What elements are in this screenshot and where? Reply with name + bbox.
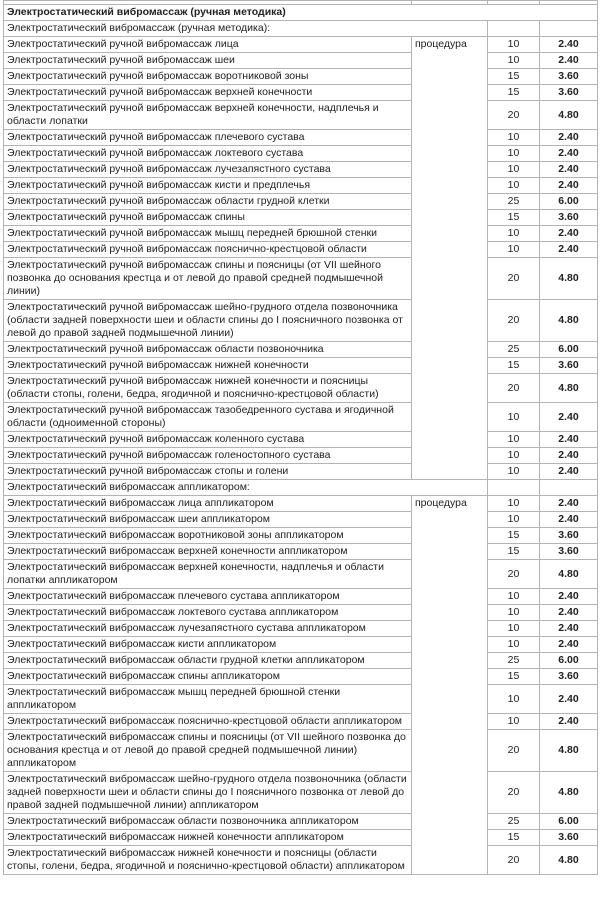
service-name: Электростатический вибромассаж спины аппликатором	[4, 669, 412, 685]
price-value: 6.00	[540, 814, 598, 830]
duration-minutes: 10	[488, 464, 540, 480]
table-row	[4, 300, 598, 342]
service-name: Электростатический вибромассаж пояснично-крестцовой области аппликатором	[4, 714, 412, 730]
table-row	[4, 544, 598, 560]
unit-cell	[412, 846, 488, 875]
duration-minutes: 10	[488, 53, 540, 69]
price-value: 2.40	[540, 130, 598, 146]
group-applicator-subtitle: Электростатический вибромассаж аппликатором:	[4, 480, 412, 496]
service-name: Электростатический вибромассаж локтевого сустава аппликатором	[4, 605, 412, 621]
price-table-body	[4, 1, 598, 875]
service-name: Электростатический ручной вибромассаж воротниковой зоны	[4, 69, 412, 85]
unit-cell	[412, 162, 488, 178]
price-value: 2.40	[540, 37, 598, 53]
price-value: 3.60	[540, 669, 598, 685]
table-row	[4, 560, 598, 589]
price-value: 2.40	[540, 162, 598, 178]
duration-minutes: 20	[488, 772, 540, 814]
unit-cell	[412, 69, 488, 85]
price-value: 3.60	[540, 210, 598, 226]
unit-cell	[412, 589, 488, 605]
unit-cell	[412, 685, 488, 714]
duration-minutes: 10	[488, 178, 540, 194]
table-row	[4, 342, 598, 358]
table-row	[4, 512, 598, 528]
price-value: 3.60	[540, 544, 598, 560]
duration-minutes: 15	[488, 830, 540, 846]
price-value: 3.60	[540, 69, 598, 85]
service-name: Электростатический вибромассаж лучезапястного сустава аппликатором	[4, 621, 412, 637]
duration-minutes: 20	[488, 101, 540, 130]
price-value: 3.60	[540, 358, 598, 374]
service-name: Электростатический вибромассаж воротниковой зоны аппликатором	[4, 528, 412, 544]
service-name: Электростатический вибромассаж мышц передней брюшной стенки аппликатором	[4, 685, 412, 714]
unit-cell	[412, 258, 488, 300]
duration-minutes: 10	[488, 637, 540, 653]
unit-cell	[412, 358, 488, 374]
unit-cell	[412, 242, 488, 258]
unit-cell	[412, 621, 488, 637]
table-row	[4, 374, 598, 403]
duration-minutes: 10	[488, 130, 540, 146]
service-name: Электростатический вибромассаж верхней конечности, надплечья и области лопатки аппликатором	[4, 560, 412, 589]
duration-minutes: 10	[488, 589, 540, 605]
unit-cell	[412, 772, 488, 814]
price-table	[3, 0, 598, 875]
service-name: Электростатический ручной вибромассаж спины	[4, 210, 412, 226]
table-row	[4, 621, 598, 637]
unit-cell	[412, 730, 488, 772]
unit-cell	[412, 194, 488, 210]
price-value: 3.60	[540, 85, 598, 101]
table-row	[4, 226, 598, 242]
section-title: Электростатический вибромассаж (ручная методика)	[4, 5, 598, 21]
table-row	[4, 669, 598, 685]
unit-cell	[412, 653, 488, 669]
price-value: 4.80	[540, 846, 598, 875]
price-value: 2.40	[540, 403, 598, 432]
price-value: 2.40	[540, 432, 598, 448]
service-name: Электростатический ручной вибромассаж нижней конечности и поясницы (области стопы, голени, бедра, ягодичной и пояснично-крестцовой области)	[4, 374, 412, 403]
table-row	[4, 730, 598, 772]
table-row	[4, 69, 598, 85]
unit-cell	[412, 101, 488, 130]
duration-minutes: 10	[488, 714, 540, 730]
service-name: Электростатический вибромассаж кисти аппликатором	[4, 637, 412, 653]
table-row	[4, 210, 598, 226]
duration-minutes: 10	[488, 448, 540, 464]
service-name: Электростатический вибромассаж области грудной клетки аппликатором	[4, 653, 412, 669]
price-value: 2.40	[540, 178, 598, 194]
unit-cell	[412, 512, 488, 528]
service-name: Электростатический ручной вибромассаж шейно-грудного отдела позвоночника (области задней поверхности шеи и области спины до I поясничного позвонка от левой до правой задней подмышечной линии)	[4, 300, 412, 342]
unit-cell	[412, 300, 488, 342]
group-manual-subtitle: Электростатический вибромассаж (ручная методика):	[4, 21, 412, 37]
service-name: Электростатический ручной вибромассаж нижней конечности	[4, 358, 412, 374]
table-row	[4, 685, 598, 714]
service-name: Электростатический ручной вибромассаж тазобедренного сустава и ягодичной области (одноименной стороны)	[4, 403, 412, 432]
duration-minutes: 15	[488, 669, 540, 685]
duration-minutes: 10	[488, 242, 540, 258]
duration-minutes: 10	[488, 226, 540, 242]
table-row	[4, 358, 598, 374]
unit-cell	[412, 464, 488, 480]
service-name: Электростатический вибромассаж верхней конечности аппликатором	[4, 544, 412, 560]
price-value: 4.80	[540, 300, 598, 342]
service-name: Электростатический ручной вибромассаж мышц передней брюшной стенки	[4, 226, 412, 242]
price-value: 3.60	[540, 830, 598, 846]
duration-minutes: 10	[488, 496, 540, 512]
unit-cell	[412, 814, 488, 830]
table-row	[4, 528, 598, 544]
unit-cell	[412, 528, 488, 544]
service-name: Электростатический ручной вибромассаж спины и поясницы (от VII шейного позвонка до основания крестца и от левой до правой средней подмышечной линии)	[4, 258, 412, 300]
price-value: 3.60	[540, 528, 598, 544]
duration-minutes: 10	[488, 621, 540, 637]
table-row	[4, 714, 598, 730]
price-value: 2.40	[540, 714, 598, 730]
duration-minutes: 20	[488, 300, 540, 342]
price-value: 2.40	[540, 464, 598, 480]
service-name: Электростатический вибромассаж шеи аппликатором	[4, 512, 412, 528]
service-name: Электростатический ручной вибромассаж плечевого сустава	[4, 130, 412, 146]
duration-minutes: 10	[488, 605, 540, 621]
duration-minutes: 15	[488, 69, 540, 85]
price-value: 4.80	[540, 772, 598, 814]
duration-minutes: 10	[488, 146, 540, 162]
table-row	[4, 589, 598, 605]
table-row	[4, 814, 598, 830]
unit-cell: процедура	[412, 37, 488, 53]
group-manual-subtitle-row	[4, 21, 598, 37]
service-name: Электростатический вибромассаж плечевого сустава аппликатором	[4, 589, 412, 605]
unit-cell	[412, 342, 488, 358]
service-name: Электростатический ручной вибромассаж лица	[4, 37, 412, 53]
unit-cell	[412, 637, 488, 653]
duration-minutes: 15	[488, 210, 540, 226]
table-row	[4, 130, 598, 146]
section-title-row	[4, 5, 598, 21]
price-value: 2.40	[540, 685, 598, 714]
price-value: 2.40	[540, 242, 598, 258]
price-value: 2.40	[540, 589, 598, 605]
table-row	[4, 605, 598, 621]
unit-cell	[412, 53, 488, 69]
unit-cell	[412, 146, 488, 162]
service-name: Электростатический вибромассаж спины и поясницы (от VII шейного позвонка до основания крестца и от левой до правой средней подмышечной линии) аппликатором	[4, 730, 412, 772]
price-value: 4.80	[540, 374, 598, 403]
unit-cell	[412, 560, 488, 589]
duration-minutes: 20	[488, 258, 540, 300]
service-name: Электростатический ручной вибромассаж шеи	[4, 53, 412, 69]
duration-minutes: 15	[488, 528, 540, 544]
unit-cell	[412, 226, 488, 242]
unit-cell	[412, 130, 488, 146]
service-name: Электростатический ручной вибромассаж локтевого сустава	[4, 146, 412, 162]
table-row	[4, 37, 598, 53]
table-row	[4, 178, 598, 194]
price-value: 6.00	[540, 653, 598, 669]
price-value: 2.40	[540, 621, 598, 637]
service-name: Электростатический ручной вибромассаж стопы и голени	[4, 464, 412, 480]
price-value: 2.40	[540, 226, 598, 242]
duration-minutes: 25	[488, 653, 540, 669]
duration-minutes: 10	[488, 162, 540, 178]
duration-minutes: 15	[488, 358, 540, 374]
duration-minutes: 10	[488, 403, 540, 432]
service-name: Электростатический ручной вибромассаж области грудной клетки	[4, 194, 412, 210]
table-row	[4, 464, 598, 480]
unit-cell	[412, 830, 488, 846]
unit-cell	[412, 374, 488, 403]
service-name: Электростатический ручной вибромассаж голеностопного сустава	[4, 448, 412, 464]
duration-minutes: 15	[488, 544, 540, 560]
service-name: Электростатический ручной вибромассаж коленного сустава	[4, 432, 412, 448]
table-row	[4, 242, 598, 258]
table-row	[4, 162, 598, 178]
unit-cell	[412, 432, 488, 448]
table-row	[4, 53, 598, 69]
duration-minutes: 15	[488, 85, 540, 101]
service-name: Электростатический ручной вибромассаж области позвоночника	[4, 342, 412, 358]
duration-minutes: 20	[488, 846, 540, 875]
unit-cell	[412, 448, 488, 464]
unit-cell	[412, 210, 488, 226]
table-row	[4, 496, 598, 512]
duration-minutes: 20	[488, 730, 540, 772]
service-name: Электростатический ручной вибромассаж кисти и предплечья	[4, 178, 412, 194]
unit-cell	[412, 714, 488, 730]
price-value: 2.40	[540, 146, 598, 162]
table-row	[4, 830, 598, 846]
price-value: 4.80	[540, 258, 598, 300]
price-value: 4.80	[540, 730, 598, 772]
unit-cell	[412, 178, 488, 194]
price-value: 2.40	[540, 512, 598, 528]
price-value: 2.40	[540, 448, 598, 464]
table-row	[4, 846, 598, 875]
table-row	[4, 403, 598, 432]
price-list	[3, 0, 597, 875]
service-name: Электростатический вибромассаж нижней конечности аппликатором	[4, 830, 412, 846]
service-name: Электростатический вибромассаж шейно-грудного отдела позвоночника (области задней поверхности шеи и области спины до I поясничного позвонка от левой до правой задней подмышечной линии) аппликатором	[4, 772, 412, 814]
price-value: 2.40	[540, 605, 598, 621]
table-row	[4, 101, 598, 130]
price-value: 2.40	[540, 53, 598, 69]
service-name: Электростатический ручной вибромассаж пояснично-крестцовой области	[4, 242, 412, 258]
unit-cell	[412, 403, 488, 432]
price-value: 2.40	[540, 637, 598, 653]
service-name: Электростатический ручной вибромассаж лучезапястного сустава	[4, 162, 412, 178]
price-value: 2.40	[540, 496, 598, 512]
duration-minutes: 10	[488, 512, 540, 528]
service-name: Электростатический ручной вибромассаж верхней конечности	[4, 85, 412, 101]
table-row	[4, 258, 598, 300]
unit-cell	[412, 669, 488, 685]
duration-minutes: 20	[488, 560, 540, 589]
duration-minutes: 10	[488, 37, 540, 53]
group-applicator-subtitle-row	[4, 480, 598, 496]
duration-minutes: 10	[488, 685, 540, 714]
price-value: 4.80	[540, 101, 598, 130]
duration-minutes: 25	[488, 342, 540, 358]
duration-minutes: 25	[488, 194, 540, 210]
duration-minutes: 25	[488, 814, 540, 830]
table-row	[4, 146, 598, 162]
unit-cell: процедура	[412, 496, 488, 512]
service-name: Электростатический ручной вибромассаж верхней конечности, надплечья и области лопатки	[4, 101, 412, 130]
table-row	[4, 194, 598, 210]
table-row	[4, 772, 598, 814]
table-row	[4, 85, 598, 101]
service-name: Электростатический вибромассаж нижней конечности и поясницы (области стопы, голени, бедра, ягодичной и пояснично-крестцовой области) аппликатором	[4, 846, 412, 875]
table-row	[4, 448, 598, 464]
table-row	[4, 637, 598, 653]
price-value: 4.80	[540, 560, 598, 589]
service-name: Электростатический вибромассаж лица аппликатором	[4, 496, 412, 512]
unit-cell	[412, 544, 488, 560]
duration-minutes: 10	[488, 432, 540, 448]
duration-minutes: 20	[488, 374, 540, 403]
service-name: Электростатический вибромассаж области позвоночника аппликатором	[4, 814, 412, 830]
price-value: 6.00	[540, 194, 598, 210]
unit-cell	[412, 605, 488, 621]
table-row	[4, 432, 598, 448]
unit-cell	[412, 85, 488, 101]
price-value: 6.00	[540, 342, 598, 358]
table-row	[4, 653, 598, 669]
